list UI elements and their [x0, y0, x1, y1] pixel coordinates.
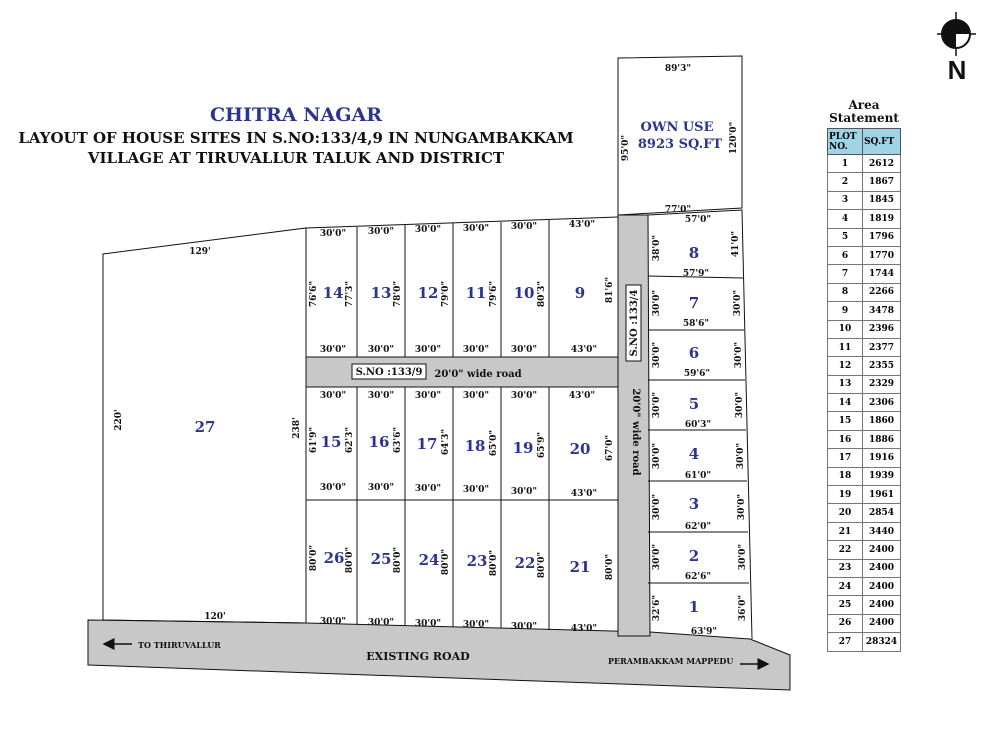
dimension-label: 89'3"	[664, 64, 692, 74]
plot-no-cell: 15	[828, 412, 863, 430]
table-row	[828, 338, 901, 356]
sqft-cell: 2400	[863, 541, 901, 559]
dimension-label: 30'0"	[510, 487, 538, 497]
plot-number: 5	[688, 395, 700, 413]
dimension-label: 62'0"	[684, 522, 712, 532]
sqft-cell: 3440	[863, 522, 901, 540]
table-row	[828, 486, 901, 504]
sqft-cell: 2377	[863, 338, 901, 356]
sqft-cell: 2400	[863, 614, 901, 632]
table-row	[828, 412, 901, 430]
dimension-label: 65'9"	[537, 431, 547, 459]
sqft-cell: 1916	[863, 449, 901, 467]
dimension-label: 63'9"	[690, 627, 718, 637]
plot-number: 17	[416, 435, 438, 453]
area-statement-table	[827, 128, 901, 652]
dimension-label: 80'0"	[345, 546, 355, 574]
sqft-cell: 2400	[863, 559, 901, 577]
dimension-label: 30'0"	[462, 391, 490, 401]
table-header-row	[828, 129, 901, 155]
plot-number: 8	[688, 244, 700, 262]
dimension-label: 41'0"	[731, 230, 741, 258]
table-row	[828, 173, 901, 191]
table-row	[828, 246, 901, 264]
dimension-label: 80'0"	[393, 546, 403, 574]
plot-number: 14	[322, 284, 344, 302]
table-row	[828, 210, 901, 228]
dimension-label: 67'0"	[605, 434, 615, 462]
sqft-cell: 2306	[863, 394, 901, 412]
table-row	[828, 228, 901, 246]
dimension-label: 30'0"	[319, 345, 347, 355]
dimension-label: 30'0"	[319, 391, 347, 401]
area-statement	[826, 99, 902, 652]
plot-number: 6	[688, 344, 700, 362]
dimension-label: 30'0"	[462, 345, 490, 355]
sqft-cell: 2396	[863, 320, 901, 338]
north-label: N	[947, 55, 967, 85]
plot-no-cell: 27	[828, 633, 863, 651]
dimension-label: 43'0"	[568, 220, 596, 230]
plot-number: 15	[320, 433, 342, 451]
plot-no-cell: 7	[828, 265, 863, 283]
plot-no-cell: 2	[828, 173, 863, 191]
dimension-label: 129'	[189, 247, 211, 257]
plot-number: 19	[512, 439, 534, 457]
dimension-label: 43'0"	[570, 624, 598, 634]
dimension-label: 80'0"	[489, 549, 499, 577]
dimension-label: 30'0"	[510, 391, 538, 401]
plot-no-cell: 23	[828, 559, 863, 577]
dimension-label: 30'0"	[652, 442, 662, 470]
dimension-label: 120'	[204, 612, 226, 622]
dimension-label: 30'0"	[462, 485, 490, 495]
plot-number: 25	[370, 550, 392, 568]
table-row	[828, 265, 901, 283]
sqft-cell: 1819	[863, 210, 901, 228]
dimension-label: 30'0"	[652, 289, 662, 317]
internal-road-h-label: 20'0" wide road	[434, 369, 522, 380]
dimension-label: 30'0"	[510, 622, 538, 632]
own-use-title: OWN USE	[640, 120, 714, 135]
plot-number: 13	[370, 284, 392, 302]
own-use-area: 8923 SQ.FT	[637, 137, 723, 152]
plot-no-cell: 11	[828, 338, 863, 356]
plot-number: 22	[514, 554, 536, 572]
plot-no-header	[828, 129, 863, 155]
plot-no-cell: 4	[828, 210, 863, 228]
north-arrow-icon	[937, 12, 976, 56]
dimension-label: 63'6"	[393, 426, 403, 454]
plot-number: 10	[513, 284, 535, 302]
table-row	[828, 283, 901, 301]
plot-no-cell: 14	[828, 394, 863, 412]
plot-number: 20	[569, 440, 591, 458]
dimension-label: 62'6"	[684, 572, 712, 582]
table-row	[828, 541, 901, 559]
plot-no-cell: 6	[828, 246, 863, 264]
dimension-label: 30'0"	[367, 345, 395, 355]
dimension-label: 80'3"	[537, 280, 547, 308]
sno-133-4-label: S.NO :133/4	[629, 289, 640, 357]
dimension-label: 30'0"	[652, 341, 662, 369]
plot-no-cell: 1	[828, 155, 863, 173]
dimension-label: 30'0"	[734, 341, 744, 369]
sqft-cell: 1886	[863, 430, 901, 448]
dimension-label: 64'3"	[441, 428, 451, 456]
dimension-label: 30'0"	[414, 484, 442, 494]
sqft-header: SQ.FT	[863, 129, 901, 155]
dimension-label: 77'0"	[664, 205, 692, 215]
dimension-label: 62'3"	[345, 426, 355, 454]
dimension-label: 79'0"	[441, 280, 451, 308]
dimension-label: 30'0"	[736, 442, 746, 470]
sqft-cell: 1867	[863, 173, 901, 191]
dimension-label: 57'0"	[684, 215, 712, 225]
dimension-label: 95'0"	[621, 134, 631, 162]
table-row	[828, 155, 901, 173]
sqft-cell: 2355	[863, 357, 901, 375]
sqft-cell: 1845	[863, 191, 901, 209]
dimension-label: 43'0"	[570, 345, 598, 355]
dimension-label: 120'0"	[729, 121, 739, 155]
sqft-cell: 3478	[863, 302, 901, 320]
table-row	[828, 375, 901, 393]
dimension-label: 30'0"	[510, 222, 538, 232]
dimension-label: 30'0"	[462, 224, 490, 234]
dimension-label: 30'0"	[735, 391, 745, 419]
dimension-label: 59'6"	[683, 369, 711, 379]
sqft-cell: 2854	[863, 504, 901, 522]
dimension-label: 30'0"	[652, 543, 662, 571]
layout-title: CHITRA NAGAR	[209, 104, 383, 126]
layout-subtitle-line2: VILLAGE AT TIRUVALLUR TALUK AND DISTRICT	[87, 149, 505, 167]
plot-no-cell: 12	[828, 357, 863, 375]
dimension-label: 220'	[114, 409, 124, 431]
sqft-cell: 28324	[863, 633, 901, 651]
plot-number: 26	[323, 549, 345, 567]
dimension-label: 36'0"	[738, 594, 748, 622]
dimension-label: 30'0"	[319, 229, 347, 239]
dimension-label: 43'0"	[568, 391, 596, 401]
dimension-label: 30'0"	[367, 227, 395, 237]
plot-no-cell: 5	[828, 228, 863, 246]
dimension-label: 61'9"	[309, 426, 319, 454]
plot-no-cell: 22	[828, 541, 863, 559]
plot-no-cell: 3	[828, 191, 863, 209]
dimension-label: 80'0"	[537, 551, 547, 579]
dimension-label: 38'0"	[652, 234, 662, 262]
sqft-cell: 2400	[863, 577, 901, 595]
dimension-label: 78'0"	[393, 280, 403, 308]
plot-no-cell: 13	[828, 375, 863, 393]
own-use-plot	[618, 56, 742, 215]
table-row	[828, 357, 901, 375]
sqft-cell: 1770	[863, 246, 901, 264]
dimension-label: 30'0"	[319, 483, 347, 493]
table-row	[828, 449, 901, 467]
plot-number: 12	[417, 284, 439, 302]
dimension-label: 30'0"	[319, 617, 347, 627]
dimension-label: 61'0"	[684, 471, 712, 481]
plot-number: 24	[418, 551, 440, 569]
plot-no-cell: 9	[828, 302, 863, 320]
dimension-label: 43'0"	[570, 489, 598, 499]
area-statement-rows	[828, 155, 901, 652]
dimension-label: 30'0"	[367, 483, 395, 493]
table-row	[828, 522, 901, 540]
table-row	[828, 633, 901, 651]
sqft-cell: 2612	[863, 155, 901, 173]
plot-number: 9	[574, 284, 586, 302]
sqft-cell: 1744	[863, 265, 901, 283]
sqft-cell: 2400	[863, 596, 901, 614]
plot-number: 3	[688, 495, 700, 513]
plot-no-cell: 17	[828, 449, 863, 467]
sqft-cell: 1860	[863, 412, 901, 430]
dimension-label: 32'6"	[652, 594, 662, 622]
area-heading-line1: Area	[848, 98, 880, 112]
dimension-label: 30'0"	[414, 619, 442, 629]
layout-subtitle-line1: LAYOUT OF HOUSE SITES IN S.NO:133/4,9 IN NUNGAMBAKKAM	[18, 129, 574, 147]
sqft-cell: 2266	[863, 283, 901, 301]
internal-road-v-label: 20'0" wide road	[630, 388, 641, 476]
plot-row-2	[306, 387, 618, 630]
plot-number: 1	[688, 598, 700, 616]
plot-number: 27	[194, 418, 216, 436]
dimension-label: 30'0"	[737, 493, 747, 521]
dimension-label: 65'0"	[489, 429, 499, 457]
dimension-label: 30'0"	[414, 225, 442, 235]
plot-no-cell: 20	[828, 504, 863, 522]
road-to-right-label: PERAMBAKKAM MAPPEDU	[608, 656, 734, 666]
dimension-label: 79'6"	[489, 280, 499, 308]
table-row	[828, 191, 901, 209]
dimension-label: 30'0"	[367, 618, 395, 628]
area-statement-heading	[826, 99, 902, 125]
table-row	[828, 302, 901, 320]
dimension-label: 30'0"	[510, 345, 538, 355]
plot-number: 2	[688, 547, 700, 565]
table-row	[828, 614, 901, 632]
existing-road-label: EXISTING ROAD	[366, 650, 470, 663]
dimension-label: 238'	[292, 417, 302, 439]
plot-number: 16	[368, 433, 390, 451]
road-to-left-label: TO THIRUVALLUR	[138, 640, 221, 650]
sqft-cell: 1939	[863, 467, 901, 485]
table-row	[828, 504, 901, 522]
plot-no-cell: 8	[828, 283, 863, 301]
plot-no-header-line2: NO.	[829, 141, 848, 152]
plot-number: 23	[466, 552, 488, 570]
plot-no-cell: 16	[828, 430, 863, 448]
dimension-label: 77'3"	[345, 280, 355, 308]
plot-no-cell: 25	[828, 596, 863, 614]
plot-no-cell: 21	[828, 522, 863, 540]
table-row	[828, 559, 901, 577]
plot-no-cell: 10	[828, 320, 863, 338]
dimension-label: 30'0"	[652, 391, 662, 419]
area-heading-line2: Statement	[829, 111, 899, 125]
dimension-label: 30'0"	[414, 391, 442, 401]
dimension-label: 60'3"	[684, 420, 712, 430]
sqft-cell: 1961	[863, 486, 901, 504]
dimension-label: 30'0"	[652, 493, 662, 521]
plot-no-cell: 24	[828, 577, 863, 595]
dimension-label: 30'0"	[462, 620, 490, 630]
plot-number: 4	[688, 445, 700, 463]
dimension-label: 58'6"	[682, 319, 710, 329]
table-row	[828, 577, 901, 595]
dimension-label: 30'0"	[738, 543, 748, 571]
plot-number: 11	[465, 284, 487, 302]
plot-number: 7	[688, 294, 700, 312]
plot-no-cell: 19	[828, 486, 863, 504]
plot-no-header-line1: PLOT	[829, 131, 857, 142]
dimension-label: 81'6"	[605, 276, 615, 304]
dimension-label: 80'0"	[441, 548, 451, 576]
dimension-label: 80'0"	[605, 553, 615, 581]
sqft-cell: 2329	[863, 375, 901, 393]
sqft-cell: 1796	[863, 228, 901, 246]
dimensions-row-1	[309, 220, 615, 355]
table-row	[828, 430, 901, 448]
plot-no-cell: 26	[828, 614, 863, 632]
plot-number: 21	[569, 558, 591, 576]
sno-133-9-label: S.NO :133/9	[355, 367, 423, 378]
table-row	[828, 467, 901, 485]
dimension-label: 30'0"	[414, 345, 442, 355]
dimension-label: 30'0"	[367, 391, 395, 401]
table-row	[828, 320, 901, 338]
plot-no-cell: 18	[828, 467, 863, 485]
dimension-label: 80'0"	[309, 544, 319, 572]
dimension-label: 76'6"	[309, 280, 319, 308]
dimension-label: 30'0"	[733, 289, 743, 317]
plot-number: 18	[464, 437, 486, 455]
dimension-label: 57'9"	[682, 269, 710, 279]
table-row	[828, 596, 901, 614]
table-row	[828, 394, 901, 412]
